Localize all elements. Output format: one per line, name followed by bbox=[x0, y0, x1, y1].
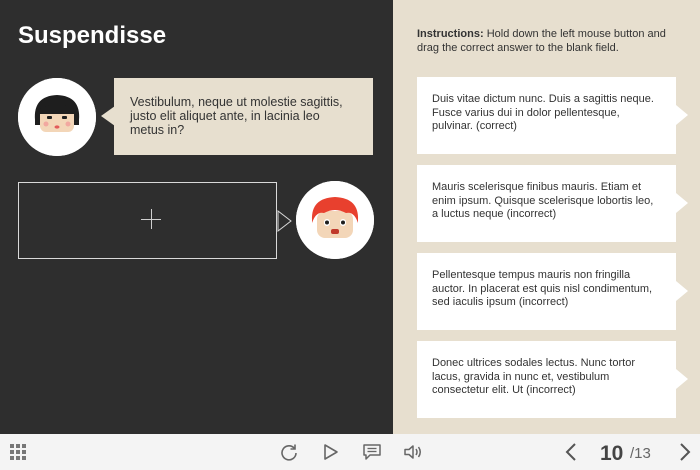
answer-drop-field[interactable] bbox=[18, 182, 277, 259]
answer-card-1-tail bbox=[676, 105, 688, 125]
current-page-number: 10 bbox=[600, 442, 624, 465]
instructions-text bbox=[417, 27, 687, 55]
instructions-label: Instructions: bbox=[417, 28, 484, 40]
menu-button[interactable] bbox=[8, 434, 28, 470]
slide-title: Suspendisse bbox=[18, 22, 167, 49]
drop-field-tail-icon bbox=[277, 210, 293, 232]
answer-card-4[interactable]: Donec ultrices sodales lectus. Nunc tortor lacus, gravida in nunc et, vestibulum consectetur elit. Ut (incorrect) bbox=[417, 341, 676, 418]
replay-icon bbox=[280, 443, 298, 461]
answer-card-3[interactable]: Pellentesque tempus mauris non fringilla auctor. In placerat est quis nisl condimentum, sed iaculis ipsum (incorrect) bbox=[417, 253, 676, 330]
question-bubble-tail bbox=[101, 106, 115, 126]
instructions-body: Hold down the left mouse button and drag the correct answer to the blank field. bbox=[417, 28, 666, 54]
answer-card-2-tail bbox=[676, 193, 688, 213]
boy-avatar-icon bbox=[296, 181, 374, 259]
total-pages: /13 bbox=[630, 445, 651, 462]
plus-icon-vertical bbox=[151, 209, 152, 229]
replay-button[interactable] bbox=[278, 434, 300, 470]
player-controls-bar bbox=[0, 434, 700, 470]
answer-card-2[interactable]: Mauris scelerisque finibus mauris. Etiam et enim ipsum. Quisque scelerisque lobortis leo, a luctus neque (incorrect) bbox=[417, 165, 676, 242]
chevron-right-icon bbox=[678, 442, 692, 462]
play-button[interactable] bbox=[320, 434, 342, 470]
notes-icon bbox=[362, 443, 382, 461]
next-button[interactable] bbox=[675, 434, 695, 470]
answer-card-1[interactable]: Duis vitae dictum nunc. Duis a sagittis neque. Fusce varius dui in dolor pellentesque, pulvinar. (correct) bbox=[417, 77, 676, 154]
chevron-left-icon bbox=[564, 442, 578, 462]
answer-card-3-tail bbox=[676, 281, 688, 301]
play-icon bbox=[323, 443, 339, 461]
notes-button[interactable] bbox=[360, 434, 384, 470]
previous-button[interactable] bbox=[561, 434, 581, 470]
girl-avatar-icon bbox=[18, 78, 96, 156]
answer-card-4-tail bbox=[676, 369, 688, 389]
audio-button[interactable] bbox=[402, 434, 424, 470]
grid-icon bbox=[9, 443, 27, 461]
speaker-icon bbox=[403, 443, 423, 461]
question-bubble: Vestibulum, neque ut molestie sagittis, justo elit aliquet ante, in lacinia leo metus in? bbox=[114, 78, 373, 155]
